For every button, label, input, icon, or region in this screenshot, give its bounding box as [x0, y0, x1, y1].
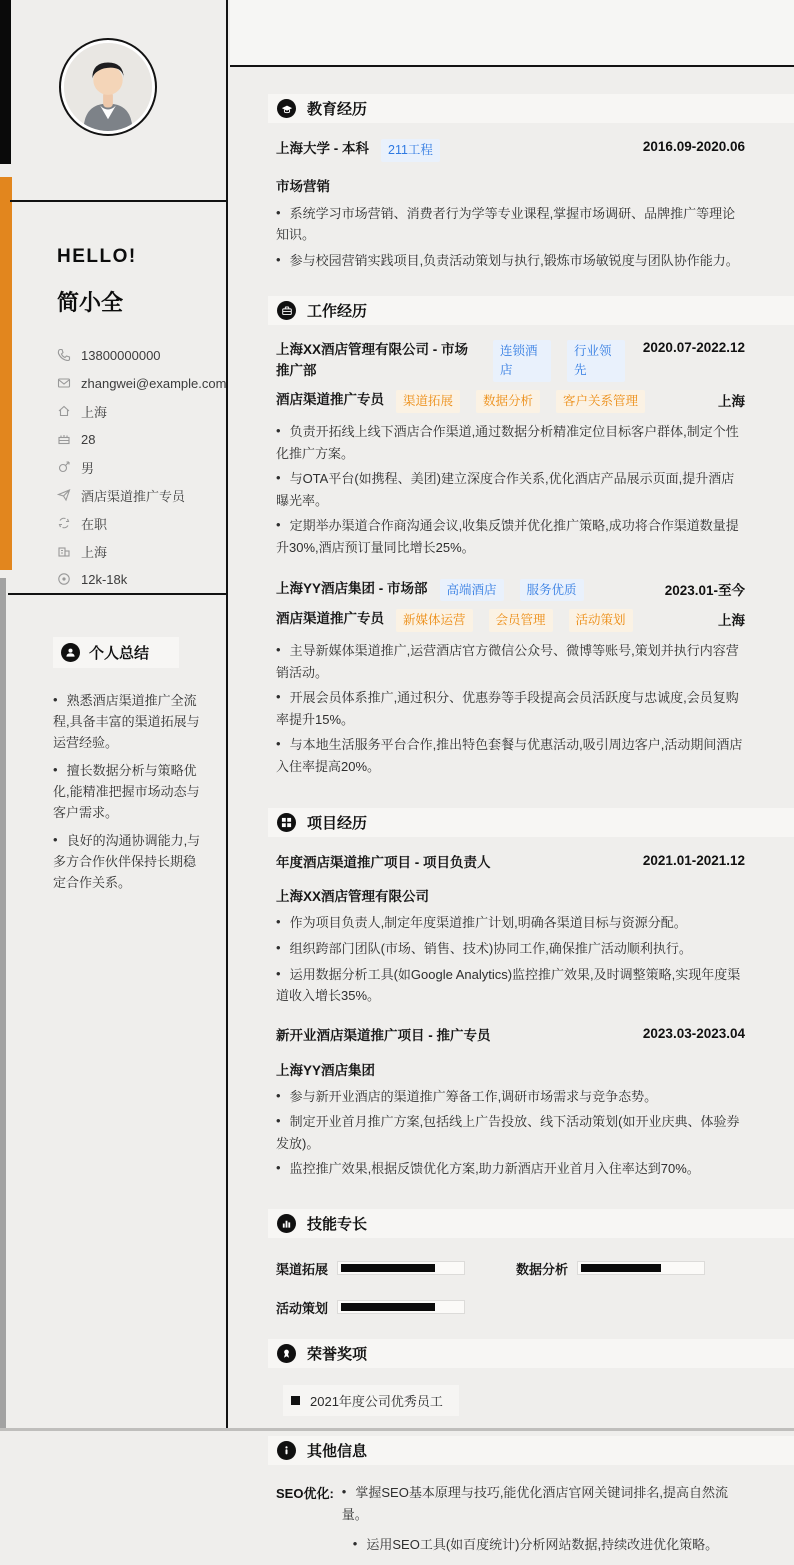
job-date: 2020.07-2022.12 [642, 340, 745, 356]
project-date: 2021.01-2021.12 [642, 852, 745, 868]
skill-grid [276, 1259, 745, 1317]
summary-section [8, 593, 226, 900]
major: 市场营销 [276, 178, 330, 194]
education-entry [276, 139, 745, 162]
skill-bar-fill [341, 1264, 435, 1272]
skill-name: 渠道拓展 [276, 1261, 329, 1277]
top-band [230, 0, 794, 67]
company-name: 上海YY酒店集团 - 市场部 [276, 580, 428, 596]
company-tag: 高端酒店 [440, 579, 504, 602]
contact-list [57, 341, 226, 593]
contact-value: 上海 [81, 544, 108, 560]
gender-icon [57, 460, 71, 474]
contact-hometown [57, 397, 226, 425]
bullet-item: • 主导新媒体渠道推广,运营酒店官方微信公众号、微博等账号,策划并执行内容营销活动。 [276, 642, 739, 680]
company-tags [440, 579, 584, 602]
bullet-item: • 开展会员体系推广,通过积分、优惠券等手段提高会员活跃度与忠诚度,会员复购率提升15%。 [276, 689, 739, 727]
honor-text: 2021年度公司优秀员工 [310, 1393, 443, 1409]
bullet-item: • 掌握SEO基本原理与技巧,能优化酒店官网关键词排名,提高自然流量。 [341, 1483, 729, 1522]
project-title-row [276, 853, 745, 874]
sidebar [0, 0, 228, 1431]
education-date: 2016.09-2020.06 [642, 139, 745, 154]
education-section-header [268, 94, 794, 123]
age-icon [57, 432, 71, 446]
honor-item [283, 1385, 459, 1416]
section-title: 工作经历 [307, 303, 368, 321]
job-bullets [276, 640, 745, 777]
bullet-item: • 参与校园营销实践项目,负责活动策划与执行,锻炼市场敏锐度与团队协作能力。 [276, 251, 739, 268]
bullet-dot: • [53, 832, 58, 848]
skill-bar [337, 1261, 465, 1275]
skill-item [516, 1259, 745, 1278]
contact-gender [57, 453, 226, 481]
skill-bar-fill [581, 1264, 661, 1272]
job-location: 上海 [718, 613, 745, 629]
identity-card [10, 200, 226, 593]
square-bullet-icon [291, 1396, 300, 1405]
other-section-header [268, 1436, 794, 1465]
position-tag: 新媒体运营 [396, 609, 473, 632]
skill-item [276, 1298, 516, 1317]
other-info-label: SEO优化: [276, 1485, 334, 1501]
section-title: 技能专长 [307, 1215, 368, 1233]
position-tag: 渠道拓展 [396, 390, 460, 413]
work-section-header [268, 296, 794, 325]
summary-item: • 良好的沟通协调能力,与多方合作伙伴保持长期稳定合作关系。 [53, 830, 206, 893]
project-company: 上海YY酒店集团 [276, 1062, 376, 1078]
skill-name: 活动策划 [276, 1300, 329, 1316]
project-name: 年度酒店渠道推广项目 - 项目负责人 [276, 854, 491, 870]
company-tag: 连锁酒店 [493, 340, 551, 382]
bullet-item: • 运用数据分析工具(如Google Analytics)监控推广效果,及时调整策略,实现年度渠道收入增长35%。 [276, 965, 741, 1004]
section-title: 其他信息 [307, 1442, 368, 1460]
bullet-dot: • [53, 692, 58, 707]
mail-icon [57, 376, 71, 390]
summary-item: • 擅长数据分析与策略优化,能精准把握市场动态与客户需求。 [53, 760, 206, 823]
position-tag: 会员管理 [489, 609, 553, 632]
school-name: 上海大学 - 本科 [276, 141, 369, 156]
contact-status [57, 509, 226, 537]
city-icon [57, 544, 71, 558]
bullet-item: • 作为项目负责人,制定年度渠道推广计划,明确各渠道目标与资源分配。 [276, 914, 687, 931]
section-title: 荣誉奖项 [307, 1345, 368, 1363]
position-tag: 客户关系管理 [556, 390, 645, 413]
contact-value: 12k-18k [81, 571, 128, 587]
job-company-row [276, 579, 745, 602]
summary-body [53, 690, 206, 893]
project-company: 上海XX酒店管理有限公司 [276, 889, 430, 905]
job-company-row [276, 340, 745, 382]
contact-salary [57, 565, 226, 593]
skill-name: 数据分析 [516, 1261, 569, 1277]
position-tag: 数据分析 [476, 390, 540, 413]
status-icon [57, 516, 71, 530]
bullet-item: • 制定开业首月推广方案,包括线上广告投放、线下活动策划(如开业庆典、体验券发放)。 [276, 1113, 740, 1151]
section-title: 教育经历 [307, 101, 368, 118]
avatar-illustration [64, 43, 152, 131]
section-title: 个人总结 [89, 645, 150, 662]
contact-city [57, 537, 226, 565]
bullet-dot: • [53, 762, 58, 778]
info-icon [277, 1441, 296, 1460]
project-date: 2023.03-2023.04 [642, 1025, 745, 1041]
company-name: 上海XX酒店管理有限公司 - 市场推广部 [276, 342, 469, 379]
education-tag: 211工程 [381, 139, 440, 162]
project-title-row [276, 1026, 745, 1047]
salary-icon [57, 572, 71, 586]
medal-icon [277, 1344, 296, 1363]
bullet-item: • 组织跨部门团队(市场、销售、技术)协同工作,确保推广活动顺利执行。 [276, 940, 692, 957]
contact-value: 男 [81, 460, 95, 476]
skill-bar-fill [341, 1303, 435, 1311]
person-name: 简小全 [57, 290, 124, 315]
job-position-row [276, 609, 745, 632]
contact-value: 28 [81, 431, 96, 447]
position-tags [396, 609, 633, 632]
job-intent-icon [57, 488, 71, 502]
contact-phone [57, 341, 226, 369]
skill-bar [577, 1261, 705, 1275]
project-bullets [276, 912, 745, 1006]
phone-icon [57, 348, 71, 362]
hello-text: HELLO! [57, 246, 137, 267]
honors-section-header [268, 1339, 794, 1368]
bullet-item: • 与OTA平台(如携程、美团)建立深度合作关系,优化酒店产品展示页面,提升酒店曝光率。 [276, 470, 735, 508]
contact-age [57, 425, 226, 453]
skill-bar [337, 1300, 465, 1314]
profile-photo [59, 38, 157, 136]
position-tag: 活动策划 [569, 609, 633, 632]
main-column [230, 0, 794, 1553]
home-icon [57, 404, 71, 418]
contact-value: 上海 [81, 404, 108, 420]
position-title: 酒店渠道推广专员 [276, 611, 384, 627]
bullet-item: • 负责开拓线上线下酒店合作渠道,通过数据分析精准定位目标客户群体,制定个性化推广方案。 [276, 423, 739, 461]
contact-value: 13800000000 [81, 347, 161, 363]
person-icon [61, 643, 80, 662]
bullet-item: • 运用SEO工具(如百度统计)分析网站数据,持续改进优化策略。 [352, 1536, 719, 1553]
honor-list [276, 1385, 745, 1416]
section-title: 项目经历 [307, 814, 368, 832]
job-date: 2023.01-至今 [664, 582, 745, 598]
briefcase-icon [277, 301, 296, 320]
contact-email [57, 369, 226, 397]
job-location: 上海 [718, 394, 745, 410]
job-bullets [276, 421, 745, 558]
bullet-item: • 系统学习市场营销、消费者行为学等专业课程,掌握市场调研、品牌推广等理论知识。 [276, 204, 736, 243]
company-tag: 服务优质 [520, 579, 584, 602]
avatar [64, 43, 152, 131]
bullet-item: • 参与新开业酒店的渠道推广筹备工作,调研市场需求与竞争态势。 [276, 1087, 658, 1104]
summary-header [53, 637, 179, 668]
bullet-item: • 定期举办渠道合作商沟通会议,收集反馈并优化推广策略,成功将合作渠道数量提升30%,酒店预订量同比增长25%。 [276, 517, 739, 555]
other-info-bullets [342, 1482, 745, 1565]
bullet-item: • 监控推广效果,根据反馈优化方案,助力新酒店开业首月入住率达到70%。 [276, 1160, 700, 1177]
project-name: 新开业酒店渠道推广项目 - 推广专员 [276, 1027, 491, 1043]
contact-job-intention [57, 481, 226, 509]
skills-section-header [268, 1209, 794, 1238]
projects-section-header [268, 808, 794, 837]
other-info-block [276, 1482, 745, 1565]
job-position-row [276, 390, 745, 413]
graduation-cap-icon [277, 99, 296, 118]
position-title: 酒店渠道推广专员 [276, 392, 384, 408]
position-tags [396, 390, 645, 413]
skill-item [276, 1259, 516, 1278]
contact-value: 在职 [81, 516, 108, 532]
bullet-item: • 与本地生活服务平台合作,推出特色套餐与优惠活动,吸引周边客户,活动期间酒店入住率提高20%。 [276, 736, 743, 774]
contact-value: zhangwei@example.com [81, 375, 227, 391]
education-bullets [276, 203, 745, 272]
summary-item: • 熟悉酒店渠道推广全流程,具备丰富的渠道拓展与运营经验。 [53, 690, 206, 753]
company-tags [493, 340, 625, 382]
contact-value: 酒店渠道推广专员 [81, 488, 186, 504]
project-bullets [276, 1086, 745, 1180]
company-tag: 行业领先 [567, 340, 625, 382]
grid-icon [277, 813, 296, 832]
bar-chart-icon [277, 1214, 296, 1233]
